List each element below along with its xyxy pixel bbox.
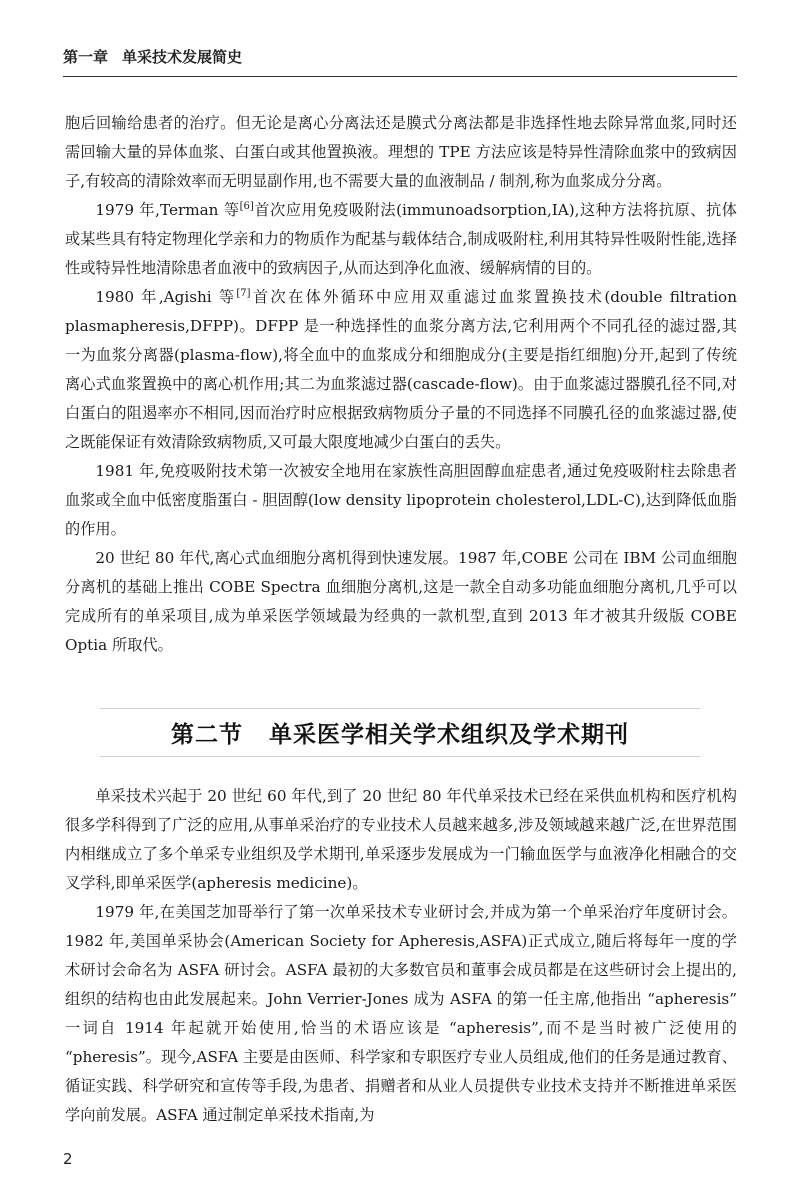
citation-ref: [7] — [236, 287, 251, 299]
paragraph-text: 首次应用免疫吸附法(immunoadsorption,IA),这种方法将抗原、抗体或某些具有特定物理化学亲和力的物质作为配基与载体结合,制成吸附柱,利用其特异性吸附性能,选择性或特异性地清除患者血液中的致病因子,从而达到净化血液、缓解病情的目的。 — [65, 201, 737, 277]
page-number: 2 — [63, 1150, 73, 1168]
paragraph-1980s: 20 世纪 80 年代,离心式血细胞分离机得到快速发展。1987 年,COBE 公司在 IBM 公司血细胞分离机的基础上推出 COBE Spectra 血细胞分离机,这是一款全自动多功能血细胞分离机,几乎可以完成所有的单采项目,成为单采医学领域最为经典的一款机型,直到 2013 年才被其升级版 COBE Optia 所取代。 — [65, 549, 737, 654]
paragraph-text: 首次在体外循环中应用双重滤过血浆置换技术(double filtration plasmapheresis,DFPP)。DFPP 是一种选择性的血浆分离方法,它利用两个不同孔径的滤过器,其一为血浆分离器(plasma-flow),将全血中的血浆成分和细胞成分(主要是指红细胞)分开,起到了传统离心式血浆置换中的离心机作用;其二为血浆滤过器(cascade-flow)。由于血浆滤过器膜孔径不同,对白蛋白的阻遏率亦不相同,因而治疗时应根据致病物质分子量的不同选择不同膜孔径的血浆滤过器,使之既能保证有效清除致病物质,又可最大限度地减少白蛋白的丢失。 — [65, 288, 737, 451]
paragraph-intro: 单采技术兴起于 20 世纪 60 年代,到了 20 世纪 80 年代单采技术已经在采供血机构和医疗机构很多学科得到了广泛的应用,从事单采治疗的专业技术人员越来越多,涉及领域越来越广泛,在世界范围内相继成立了多个单采专业组织及学术期刊,单采逐步发展成为一门输血医学与血液净化相融合的交叉学科,即单采医学(apheresis medicine)。 — [65, 787, 737, 892]
paragraph-dfpp — [65, 283, 737, 457]
paragraph-continued: 胞后回输给患者的治疗。但无论是离心分离法还是膜式分离法都是非选择性地去除异常血浆,同时还需回输大量的异体血浆、白蛋白或其他置换液。理想的 TPE 方法应该是特异性清除血浆中的致病因子,有较高的清除效率而无明显副作用,也不需要大量的血液制品 / 制剂,称为血浆成分分离。 — [65, 114, 737, 190]
section-rule-bottom — [100, 756, 700, 757]
paragraph-asfa: 1979 年,在美国芝加哥举行了第一次单采技术专业研讨会,并成为第一个单采治疗年度研讨会。1982 年,美国单采协会(American Society for Apheresis,ASFA)正式成立,随后将每年一度的学术研讨会命名为 ASFA 研讨会。ASFA 最初的大多数官员和董事会成员都是在这些研讨会上提出的,组织的结构也由此发展起来。John Verrier-Jones 成为 ASFA 的第一任主席,他指出 “apheresis” 一词自 1914 年起就开始使用,恰当的术语应该是 “apheresis”,而不是当时被广泛使用的 “pheresis”。现今,ASFA 主要是由医师、科学家和专职医疗专业人员组成,他们的任务是通过教育、循证实践、科学研究和宣传等手段,为患者、捐赠者和从业人员提供专业技术支持并不断推进单采医学向前发展。ASFA 通过制定单采技术指南,为 — [65, 903, 737, 1124]
citation-ref: [6] — [239, 200, 254, 212]
running-head — [63, 46, 737, 76]
paragraph-immunoadsorption — [65, 196, 737, 283]
header-rule — [63, 76, 737, 77]
body-text-upper — [65, 109, 737, 660]
chapter-title: 单采技术发展简史 — [122, 48, 243, 66]
section-title — [100, 716, 700, 749]
paragraph-1981: 1981 年,免疫吸附技术第一次被安全地用在家族性高胆固醇血症患者,通过免疫吸附柱去除患者血浆或全血中低密度脂蛋白 - 胆固醇(low density lipoprotein cholesterol,LDL-C),达到降低血脂的作用。 — [65, 462, 737, 538]
body-text-lower — [65, 782, 737, 1130]
section-heading — [100, 708, 700, 758]
section-number: 第二节 — [171, 722, 243, 748]
paragraph-text: 1979 年,Terman 等 — [95, 201, 240, 219]
section-title-text: 单采医学相关学术组织及学术期刊 — [269, 722, 629, 748]
chapter-number: 第一章 — [63, 48, 109, 66]
paragraph-text: 1980 年,Agishi 等 — [95, 288, 237, 306]
section-rule-top — [100, 708, 700, 709]
